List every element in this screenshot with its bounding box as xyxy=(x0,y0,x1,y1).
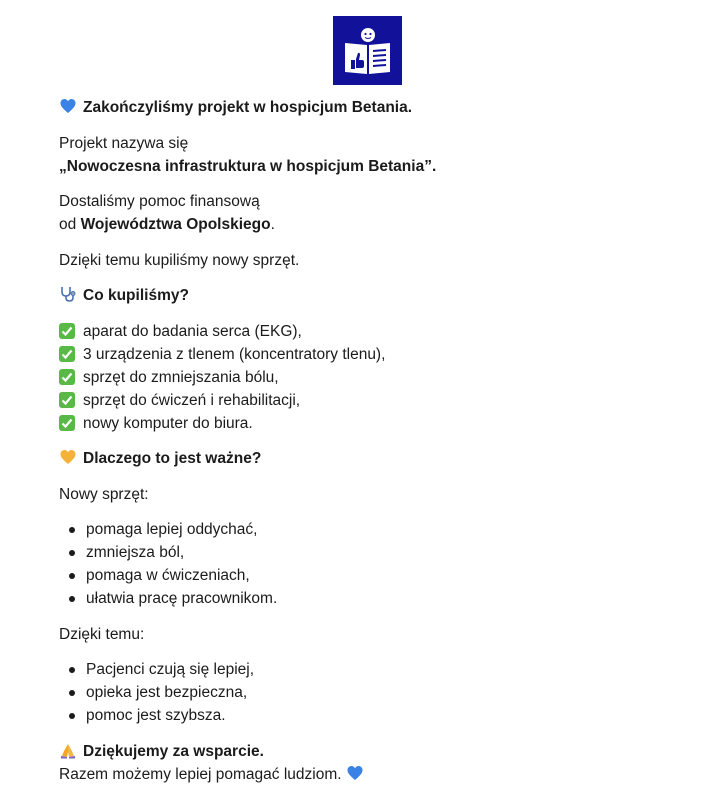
list-item: aparat do badania serca (EKG), xyxy=(59,320,699,343)
stethoscope-icon xyxy=(59,285,77,303)
closing-text: Razem możemy lepiej pomagać ludziom. xyxy=(59,765,342,783)
why-heading xyxy=(59,447,699,470)
easy-read-logo-icon xyxy=(333,16,402,85)
project-name: „Nowoczesna infrastruktura w hospicjum Betania”. xyxy=(59,157,437,175)
list-item: sprzęt do zmniejszania bólu, xyxy=(59,366,699,389)
list-item: ułatwia pracę pracownikom. xyxy=(59,587,699,610)
why-intro: Nowy sprzęt: xyxy=(59,485,149,503)
check-mark-icon xyxy=(59,346,75,362)
funder-name: Województwa Opolskiego xyxy=(80,216,271,233)
thanks-heading xyxy=(59,740,699,763)
list-item: zmniejsza ból, xyxy=(59,541,699,564)
headline xyxy=(59,96,699,119)
funding-line-2 xyxy=(59,213,699,236)
results-list xyxy=(59,658,699,727)
list-item: Pacjenci czują się lepiej, xyxy=(59,658,699,681)
blue-heart-icon xyxy=(59,97,77,115)
what-bought-heading xyxy=(59,284,699,307)
list-item: opieka jest bezpieczna, xyxy=(59,681,699,704)
headline-text: Zakończyliśmy projekt w hospicjum Betania. xyxy=(83,99,413,116)
check-mark-icon xyxy=(59,415,75,431)
list-item: sprzęt do ćwiczeń i rehabilitacji, xyxy=(59,389,699,412)
check-mark-icon xyxy=(59,323,75,339)
bought-intro: Dzięki temu kupiliśmy nowy sprzęt. xyxy=(59,251,300,269)
funding-suffix: . xyxy=(270,216,275,233)
why-list xyxy=(59,518,699,610)
yellow-heart-icon xyxy=(59,448,77,466)
list-item: 3 urządzenia z tlenem (koncentratory tlenu), xyxy=(59,343,699,366)
folded-hands-icon xyxy=(59,741,77,759)
funding-line-1: Dostaliśmy pomoc finansową xyxy=(59,193,260,210)
results-intro: Dzięki temu: xyxy=(59,625,145,643)
bought-list xyxy=(59,320,699,435)
thanks-heading-text: Dziękujemy za wsparcie. xyxy=(83,742,264,760)
what-bought-heading-text: Co kupiliśmy? xyxy=(83,287,189,304)
project-intro: Projekt nazywa się xyxy=(59,134,189,152)
list-item: pomaga lepiej oddychać, xyxy=(59,518,699,541)
list-item: pomoc jest szybsza. xyxy=(59,704,699,727)
post-body xyxy=(59,96,699,786)
why-heading-text: Dlaczego to jest ważne? xyxy=(83,450,262,467)
closing-line xyxy=(59,763,699,786)
check-mark-icon xyxy=(59,392,75,408)
blue-heart-icon xyxy=(346,764,364,782)
list-item: pomaga w ćwiczeniach, xyxy=(59,564,699,587)
list-item: nowy komputer do biura. xyxy=(59,412,699,435)
funding-prefix: od xyxy=(59,216,81,233)
check-mark-icon xyxy=(59,369,75,385)
